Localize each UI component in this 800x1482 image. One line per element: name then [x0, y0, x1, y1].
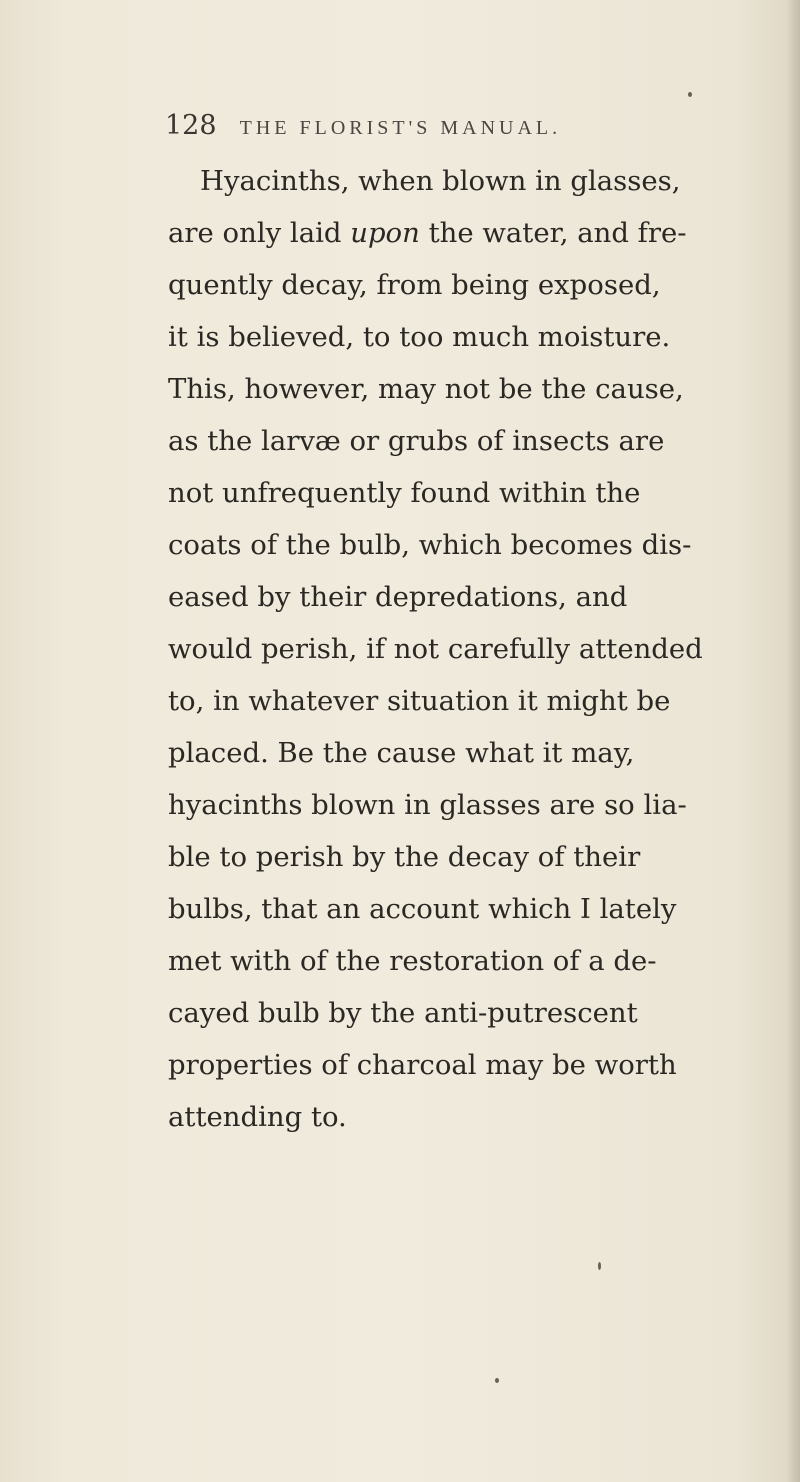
text-line: ble to perish by the decay of their [168, 841, 641, 873]
text-line: not unfrequently found within the [168, 477, 641, 509]
paper-speck [688, 92, 692, 97]
paper-speck [495, 1378, 499, 1383]
page-number: 128 [165, 110, 217, 141]
text-line: bulbs, that an account which I lately [168, 893, 677, 925]
text-line: eased by their depredations, and [168, 581, 628, 613]
text-line: to, in whatever situation it might be [168, 685, 671, 717]
body-paragraph [168, 155, 748, 1143]
text-line: quently decay, from being exposed, [168, 269, 661, 301]
running-head-title: THE FLORIST'S MANUAL. [239, 117, 562, 139]
emphasis: upon [350, 217, 420, 249]
paper-speck [598, 1262, 601, 1270]
text-line: This, however, may not be the cause, [168, 373, 684, 405]
text-line: Hyacinths, when blown in glasses, [200, 165, 681, 197]
running-head [165, 110, 765, 150]
text-line: cayed bulb by the anti-putrescent [168, 997, 638, 1029]
text-line: attending to. [168, 1101, 347, 1133]
page-edge-shadow [786, 0, 800, 1482]
text-line: hyacinths blown in glasses are so lia- [168, 789, 687, 821]
text-line: met with of the restoration of a de- [168, 945, 657, 977]
text-line: it is believed, to too much moisture. [168, 321, 671, 353]
text-line: would perish, if not carefully attended [168, 633, 703, 665]
text-line: placed. Be the cause what it may, [168, 737, 635, 769]
text-line: as the larvæ or grubs of insects are [168, 425, 665, 457]
text-line: coats of the bulb, which becomes dis- [168, 529, 692, 561]
text-line: are only laid upon the water, and fre- [168, 217, 687, 249]
text-line: properties of charcoal may be worth [168, 1049, 677, 1081]
